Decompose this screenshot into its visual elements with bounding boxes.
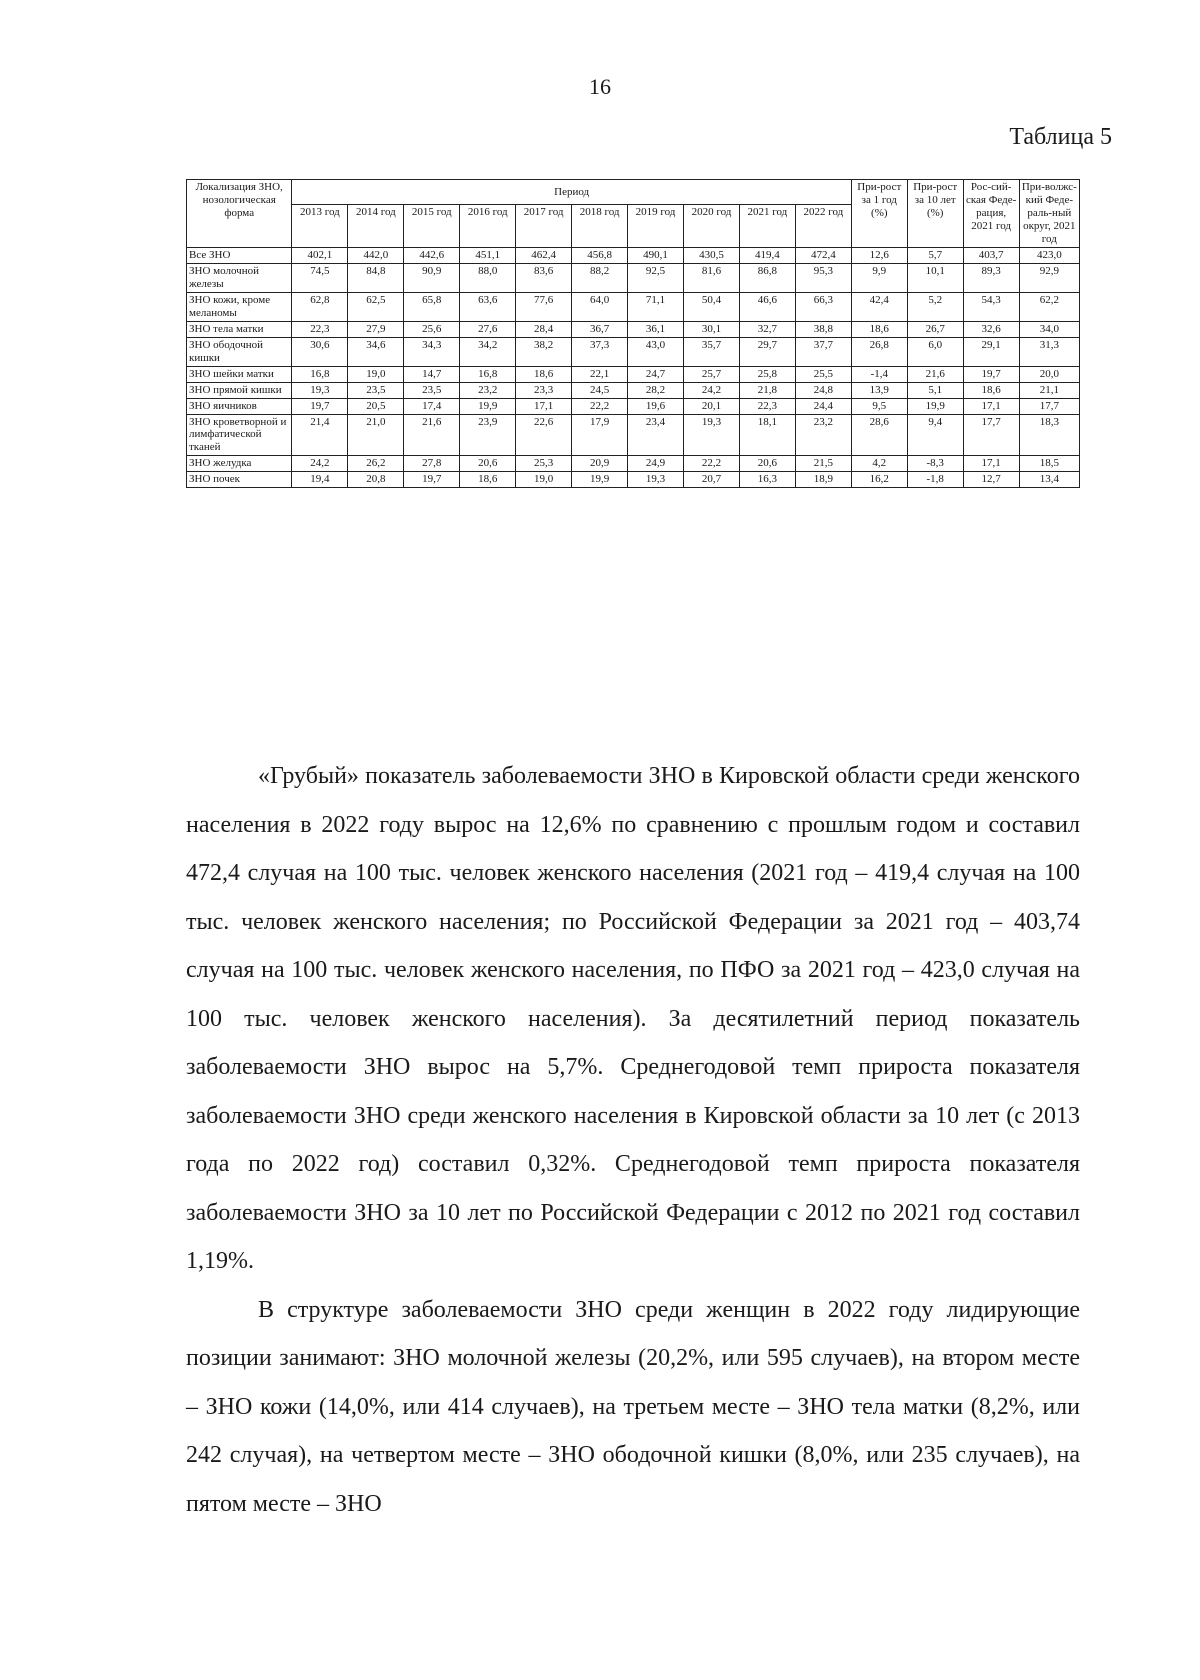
table-cell: 95,3 <box>795 263 851 292</box>
table-cell: 88,0 <box>460 263 516 292</box>
table-cell: 22,6 <box>516 414 572 456</box>
row-location: Все ЗНО <box>187 247 292 263</box>
table-cell: 34,6 <box>348 337 404 366</box>
table-cell: 37,3 <box>572 337 628 366</box>
table-cell: 88,2 <box>572 263 628 292</box>
table-row <box>187 321 1080 337</box>
header-year: 2017 год <box>516 205 572 248</box>
table-cell: 23,2 <box>460 382 516 398</box>
table-cell: 46,6 <box>739 292 795 321</box>
table-cell: 38,2 <box>516 337 572 366</box>
table-cell: 92,5 <box>628 263 684 292</box>
table-cell: 17,1 <box>963 456 1019 472</box>
table-cell: 26,8 <box>851 337 907 366</box>
table-cell: 25,6 <box>404 321 460 337</box>
table-cell: 20,6 <box>739 456 795 472</box>
header-volga-district: При-волжс-кий Феде-раль-ный округ, 2021 год <box>1019 180 1079 248</box>
header-year: 2021 год <box>739 205 795 248</box>
table-cell: -8,3 <box>907 456 963 472</box>
table-cell: 50,4 <box>684 292 740 321</box>
table-cell: 28,4 <box>516 321 572 337</box>
table-cell: 456,8 <box>572 247 628 263</box>
table-cell: 32,7 <box>739 321 795 337</box>
row-location: ЗНО почек <box>187 472 292 488</box>
table-cell: 14,7 <box>404 366 460 382</box>
table-cell: 29,1 <box>963 337 1019 366</box>
table-cell: 4,2 <box>851 456 907 472</box>
table-cell: 21,8 <box>739 382 795 398</box>
table-cell: 25,3 <box>516 456 572 472</box>
table-cell: 19,9 <box>907 398 963 414</box>
table-cell: 63,6 <box>460 292 516 321</box>
table-cell: 19,0 <box>348 366 404 382</box>
table-cell: 32,6 <box>963 321 1019 337</box>
header-period: Период <box>292 180 851 205</box>
table-cell: 24,7 <box>628 366 684 382</box>
table-cell: 18,6 <box>460 472 516 488</box>
table-cell: 65,8 <box>404 292 460 321</box>
table-cell: 16,3 <box>739 472 795 488</box>
table-cell: 25,8 <box>739 366 795 382</box>
table-cell: 43,0 <box>628 337 684 366</box>
table-cell: 20,9 <box>572 456 628 472</box>
header-year: 2018 год <box>572 205 628 248</box>
table-cell: 22,3 <box>739 398 795 414</box>
incidence-table <box>186 179 1080 488</box>
table-cell: 24,9 <box>628 456 684 472</box>
table-cell: 21,6 <box>907 366 963 382</box>
table-cell: 6,0 <box>907 337 963 366</box>
table-row <box>187 472 1080 488</box>
table-cell: 20,8 <box>348 472 404 488</box>
table-cell: 20,1 <box>684 398 740 414</box>
row-location: ЗНО яичников <box>187 398 292 414</box>
table-cell: 62,5 <box>348 292 404 321</box>
row-location: ЗНО ободочной кишки <box>187 337 292 366</box>
table-cell: 25,5 <box>795 366 851 382</box>
table-cell: -1,4 <box>851 366 907 382</box>
table-body <box>187 247 1080 488</box>
table-cell: 42,4 <box>851 292 907 321</box>
table-row <box>187 337 1080 366</box>
table-cell: 19,7 <box>292 398 348 414</box>
table-cell: 5,1 <box>907 382 963 398</box>
table-cell: 19,9 <box>572 472 628 488</box>
table-cell: 21,4 <box>292 414 348 456</box>
table-cell: 23,3 <box>516 382 572 398</box>
table-cell: 38,8 <box>795 321 851 337</box>
table-cell: 18,3 <box>1019 414 1079 456</box>
table-row <box>187 263 1080 292</box>
table-cell: 23,2 <box>795 414 851 456</box>
table-cell: 27,6 <box>460 321 516 337</box>
table-cell: 22,2 <box>684 456 740 472</box>
table-cell: 17,7 <box>1019 398 1079 414</box>
table-cell: 64,0 <box>572 292 628 321</box>
table-cell: 29,7 <box>739 337 795 366</box>
header-year: 2019 год <box>628 205 684 248</box>
table-cell: 25,7 <box>684 366 740 382</box>
row-location: ЗНО молочной железы <box>187 263 292 292</box>
table-row <box>187 366 1080 382</box>
table-row <box>187 247 1080 263</box>
table-cell: 89,3 <box>963 263 1019 292</box>
table-row <box>187 456 1080 472</box>
table-cell: 403,7 <box>963 247 1019 263</box>
table-cell: 24,2 <box>292 456 348 472</box>
table-caption: Таблица 5 <box>1009 124 1112 150</box>
table-cell: 9,9 <box>851 263 907 292</box>
table-cell: 17,4 <box>404 398 460 414</box>
table-row <box>187 414 1080 456</box>
table-cell: 18,9 <box>795 472 851 488</box>
table-row <box>187 292 1080 321</box>
header-year: 2013 год <box>292 205 348 248</box>
row-location: ЗНО прямой кишки <box>187 382 292 398</box>
table-cell: 83,6 <box>516 263 572 292</box>
body-text <box>186 752 1080 1528</box>
table-cell: 16,8 <box>460 366 516 382</box>
table-cell: 86,8 <box>739 263 795 292</box>
table-cell: 17,1 <box>516 398 572 414</box>
table-cell: 20,0 <box>1019 366 1079 382</box>
table-cell: 23,5 <box>404 382 460 398</box>
table-cell: 90,9 <box>404 263 460 292</box>
table-cell: 92,9 <box>1019 263 1079 292</box>
table-cell: 10,1 <box>907 263 963 292</box>
table-cell: 23,4 <box>628 414 684 456</box>
table-cell: 24,2 <box>684 382 740 398</box>
table-cell: 19,6 <box>628 398 684 414</box>
row-location: ЗНО тела матки <box>187 321 292 337</box>
table-cell: 472,4 <box>795 247 851 263</box>
table-cell: 28,6 <box>851 414 907 456</box>
table-cell: 18,6 <box>851 321 907 337</box>
table-cell: 62,8 <box>292 292 348 321</box>
table-cell: 18,1 <box>739 414 795 456</box>
table-cell: 402,1 <box>292 247 348 263</box>
table-cell: 430,5 <box>684 247 740 263</box>
table-cell: 22,2 <box>572 398 628 414</box>
table-cell: 24,8 <box>795 382 851 398</box>
table-cell: 30,6 <box>292 337 348 366</box>
table-cell: 19,3 <box>292 382 348 398</box>
table-cell: 24,5 <box>572 382 628 398</box>
table-cell: 13,4 <box>1019 472 1079 488</box>
row-location: ЗНО кроветворной и лимфатической тканей <box>187 414 292 456</box>
table-cell: 21,1 <box>1019 382 1079 398</box>
header-year: 2014 год <box>348 205 404 248</box>
table-cell: 36,1 <box>628 321 684 337</box>
table-cell: 31,3 <box>1019 337 1079 366</box>
table-cell: 9,5 <box>851 398 907 414</box>
table-cell: 21,6 <box>404 414 460 456</box>
header-growth-10-years: При-рост за 10 лет (%) <box>907 180 963 248</box>
table-cell: 20,5 <box>348 398 404 414</box>
table-cell: 22,3 <box>292 321 348 337</box>
table-cell: 19,3 <box>684 414 740 456</box>
table-cell: 81,6 <box>684 263 740 292</box>
table-cell: 19,9 <box>460 398 516 414</box>
page-number: 16 <box>589 74 611 99</box>
table-cell: 442,6 <box>404 247 460 263</box>
table-cell: 18,6 <box>516 366 572 382</box>
table-cell: 30,1 <box>684 321 740 337</box>
header-year: 2015 год <box>404 205 460 248</box>
table-cell: 13,9 <box>851 382 907 398</box>
table-cell: 21,5 <box>795 456 851 472</box>
table-row <box>187 382 1080 398</box>
table-cell: 34,2 <box>460 337 516 366</box>
table-cell: 19,0 <box>516 472 572 488</box>
table-cell: 423,0 <box>1019 247 1079 263</box>
header-year: 2020 год <box>684 205 740 248</box>
table-cell: 28,2 <box>628 382 684 398</box>
header-year: 2016 год <box>460 205 516 248</box>
table-cell: 26,7 <box>907 321 963 337</box>
table-cell: 62,2 <box>1019 292 1079 321</box>
table-cell: 17,1 <box>963 398 1019 414</box>
table-cell: 66,3 <box>795 292 851 321</box>
table-cell: 17,7 <box>963 414 1019 456</box>
header-russian-federation: Рос-сий-ская Феде-рация, 2021 год <box>963 180 1019 248</box>
table-cell: 442,0 <box>348 247 404 263</box>
table-header <box>187 180 1080 248</box>
row-location: ЗНО кожи, кроме меланомы <box>187 292 292 321</box>
table-cell: 21,0 <box>348 414 404 456</box>
table-cell: 71,1 <box>628 292 684 321</box>
table-cell: 23,5 <box>348 382 404 398</box>
table-cell: 19,3 <box>628 472 684 488</box>
paragraph: «Грубый» показатель заболеваемости ЗНО в Кировской области среди женского населения в 2022 году вырос на 12,6% по сравнению с прошлым годом и составил 472,4 случая на 100 тыс. человек женского населения (2021 год – 419,4 случая на 100 тыс. человек женского населения; по Российской Федерации за 2021 год – 403,74 случая на 100 тыс. человек женского населения, по ПФО за 2021 год – 423,0 случая на 100 тыс. человек женского населения). За десятилетний период показатель заболеваемости ЗНО вырос на 5,7%. Среднегодовой темп прироста показателя заболеваемости ЗНО среди женского населения в Кировской области за 10 лет (с 2013 года по 2022 год) составил 0,32%. Среднегодовой темп прироста показателя заболеваемости ЗНО за 10 лет по Российской Федерации с 2012 по 2021 год составил 1,19%. <box>186 763 1080 1274</box>
table-cell: 27,9 <box>348 321 404 337</box>
table-cell: 84,8 <box>348 263 404 292</box>
table-cell: 26,2 <box>348 456 404 472</box>
header-location: Локализация ЗНО, нозологическая форма <box>187 180 292 248</box>
paragraph: В структуре заболеваемости ЗНО среди женщин в 2022 году лидирующие позиции занимают: ЗНО молочной железы (20,2%, или 595 случаев), на втором месте – ЗНО кожи (14,0%, или 414 случаев), на третьем месте – ЗНО тела матки (8,2%, или 242 случая), на четвертом месте – ЗНО ободочной кишки (8,0%, или 235 случаев), на пятом месте – ЗНО <box>186 1296 1080 1517</box>
table-cell: 24,4 <box>795 398 851 414</box>
table-cell: 451,1 <box>460 247 516 263</box>
table-cell: 12,6 <box>851 247 907 263</box>
table-cell: 18,6 <box>963 382 1019 398</box>
table-cell: 20,6 <box>460 456 516 472</box>
table-cell: 35,7 <box>684 337 740 366</box>
table-cell: 22,1 <box>572 366 628 382</box>
table-cell: 16,2 <box>851 472 907 488</box>
table-cell: 18,5 <box>1019 456 1079 472</box>
table-cell: 77,6 <box>516 292 572 321</box>
table-cell: 34,0 <box>1019 321 1079 337</box>
table-cell: 74,5 <box>292 263 348 292</box>
table-cell: -1,8 <box>907 472 963 488</box>
table-cell: 17,9 <box>572 414 628 456</box>
table-cell: 5,7 <box>907 247 963 263</box>
header-year: 2022 год <box>795 205 851 248</box>
table-cell: 54,3 <box>963 292 1019 321</box>
header-growth-1-year: При-рост за 1 год (%) <box>851 180 907 248</box>
table-cell: 12,7 <box>963 472 1019 488</box>
table-cell: 34,3 <box>404 337 460 366</box>
table-cell: 37,7 <box>795 337 851 366</box>
table-cell: 19,7 <box>404 472 460 488</box>
table-cell: 5,2 <box>907 292 963 321</box>
table-cell: 9,4 <box>907 414 963 456</box>
row-location: ЗНО шейки матки <box>187 366 292 382</box>
table-cell: 36,7 <box>572 321 628 337</box>
table-row <box>187 398 1080 414</box>
table-cell: 462,4 <box>516 247 572 263</box>
table-cell: 23,9 <box>460 414 516 456</box>
table-cell: 19,7 <box>963 366 1019 382</box>
table-cell: 27,8 <box>404 456 460 472</box>
table-cell: 19,4 <box>292 472 348 488</box>
table-cell: 419,4 <box>739 247 795 263</box>
table-cell: 16,8 <box>292 366 348 382</box>
row-location: ЗНО желудка <box>187 456 292 472</box>
table-cell: 20,7 <box>684 472 740 488</box>
table-cell: 490,1 <box>628 247 684 263</box>
